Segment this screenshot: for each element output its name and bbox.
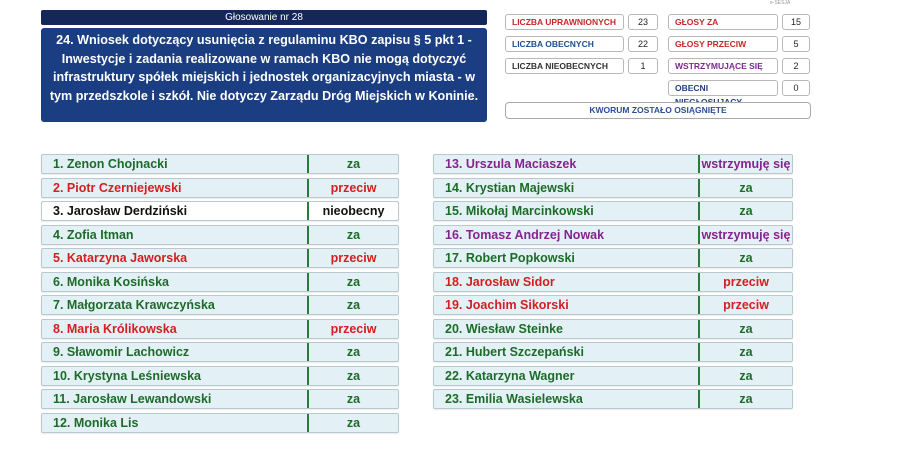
voter-name: 18. Jarosław Sidor [445,274,555,289]
votes-for-value: 15 [782,14,810,30]
voter-row [41,248,399,268]
voter-name: 22. Katarzyna Wagner [445,368,575,383]
voter-row [433,248,793,268]
voter-vote: za [698,367,792,385]
voter-vote: przeciw [307,249,398,267]
voter-vote: przeciw [698,273,792,291]
voter-vote: wstrzymuję się [698,226,792,244]
voter-vote: za [307,273,398,291]
voter-row [41,154,399,174]
voter-vote: za [698,179,792,197]
voter-name: 11. Jarosław Lewandowski [53,392,212,406]
voter-name: 4. Zofia Itman [53,227,134,242]
voter-name: 14. Krystian Majewski [445,180,575,195]
voter-row [41,201,399,221]
voter-row [433,319,793,339]
voter-vote: za [307,226,398,244]
voter-row [433,178,793,198]
voter-row [433,342,793,362]
votes-against-label: GŁOSY PRZECIW [668,36,778,52]
voter-name: 1. Zenon Chojnacki [53,157,168,171]
system-logo-text: e-SESJA [770,0,791,6]
voter-row [433,366,793,386]
voter-vote: przeciw [307,179,398,197]
votes-for-label: GŁOSY ZA [668,14,778,30]
voter-row [41,295,399,315]
voter-vote: za [307,155,398,173]
voter-row [41,272,399,292]
present-count-label: LICZBA OBECNYCH [505,36,624,52]
abstain-value: 2 [782,58,810,74]
absent-count-label: LICZBA NIEOBECNYCH [505,58,624,74]
voter-row [433,225,793,245]
voter-row [41,342,399,362]
voter-vote: za [698,390,792,408]
voter-name: 5. Katarzyna Jaworska [53,251,188,265]
voter-row [41,413,399,433]
voter-name: 6. Monika Kosińska [53,274,170,289]
voter-row [41,225,399,245]
voter-name: 12. Monika Lis [53,415,139,430]
voter-vote: za [698,320,792,338]
vote-number-header: Głosowanie nr 28 [41,10,487,25]
voter-vote: wstrzymuję się [698,155,792,173]
motion-text: 24. Wniosek dotyczący usunięcia z regulaminu KBO zapisu § 5 pkt 1 - Inwestycje i zadania realizowane w ramach KBO nie mogą dotyczyć infrastruktury spółek miejskich i jednostek organizacyjnych miasta - w tym przedszkole i szkół. Nie dotyczy Zarządu Dróg Miejskich w Koninie. [41,28,487,122]
voter-row [433,389,793,409]
voter-name: 2. Piotr Czerniejewski [53,180,182,195]
not-voting-label: OBECNI [668,80,778,96]
voter-vote: za [307,296,398,314]
voter-name: 7. Małgorzata Krawczyńska [53,298,215,312]
absent-count-value: 1 [628,58,658,74]
voter-row [433,295,793,315]
entitled-count-label: LICZBA UPRAWNIONYCH [505,14,624,30]
voter-name: 20. Wiesław Steinke [445,321,563,336]
voter-name: 16. Tomasz Andrzej Nowak [445,227,605,242]
voter-name: 9. Sławomir Lachowicz [53,345,190,359]
voter-name: 10. Krystyna Leśniewska [53,368,201,383]
entitled-count-value: 23 [628,14,658,30]
quorum-status: KWORUM ZOSTAŁO OSIĄGNIĘTE [505,102,811,119]
voter-name: 17. Robert Popkowski [445,251,575,265]
voter-row [433,272,793,292]
voter-name: 23. Emilia Wasielewska [445,392,583,406]
voter-name: 21. Hubert Szczepański [445,345,584,359]
voter-row [41,319,399,339]
voter-vote: za [307,390,398,408]
voter-vote: za [698,343,792,361]
voter-vote: za [307,343,398,361]
votes-against-value: 5 [782,36,810,52]
present-count-value: 22 [628,36,658,52]
voter-row [41,178,399,198]
voter-name: 8. Maria Królikowska [53,321,177,336]
voter-vote: nieobecny [307,202,398,220]
voter-vote: przeciw [307,320,398,338]
voter-row [433,201,793,221]
voter-name: 3. Jarosław Derdziński [53,204,188,218]
voter-vote: za [307,367,398,385]
voter-name: 13. Urszula Maciaszek [445,157,577,171]
voter-vote: za [698,249,792,267]
voter-vote: za [698,202,792,220]
not-voting-value: 0 [782,80,810,96]
voter-row [433,154,793,174]
voter-name: 19. Joachim Sikorski [445,298,569,312]
voter-row [41,389,399,409]
voter-vote: za [307,414,398,432]
voter-row [41,366,399,386]
abstain-label: WSTRZYMUJĄCE SIĘ [668,58,778,74]
voter-name: 15. Mikołaj Marcinkowski [445,204,594,218]
voter-vote: przeciw [698,296,792,314]
